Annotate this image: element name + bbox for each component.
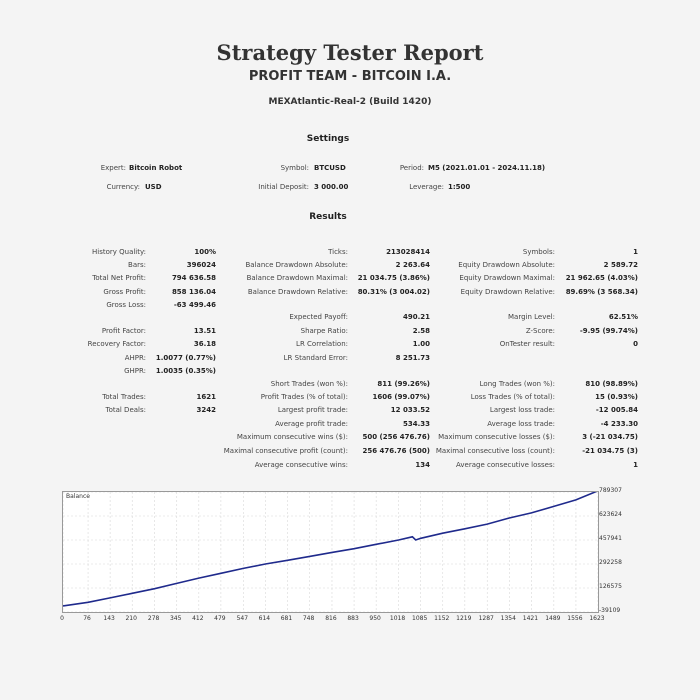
results-row: [0, 380, 700, 394]
x-tick-label: 1219: [456, 615, 472, 622]
x-tick-label: 479: [214, 615, 226, 622]
deposit-value: 3 000.00: [314, 183, 349, 191]
x-tick-label: 1489: [545, 615, 561, 622]
result-label-left: AHPR:: [124, 354, 146, 362]
result-label-mid: Largest profit trade:: [277, 406, 348, 414]
result-value-right: -21 034.75 (3): [582, 447, 638, 455]
results-row: [0, 461, 700, 475]
result-value-left: 1621: [196, 393, 216, 401]
x-tick-label: 1421: [522, 615, 539, 622]
result-value-right: 2 589.72: [603, 261, 638, 269]
expert-label: Expert:: [100, 164, 126, 172]
result-value-left: 3242: [196, 406, 216, 414]
results-row: [0, 393, 700, 407]
y-tick-label: -39109: [599, 607, 621, 614]
result-value-mid: 1606 (99.07%): [372, 393, 430, 401]
result-label-mid: Balance Drawdown Maximal:: [246, 274, 348, 282]
result-value-mid: 21 034.75 (3.86%): [357, 274, 430, 282]
result-value-left: 13.51: [193, 327, 216, 335]
result-value-right: 21 962.65 (4.03%): [565, 274, 638, 282]
result-label-right: Maximal consecutive loss (count):: [435, 447, 555, 455]
result-value-right: 810 (98.89%): [585, 380, 638, 388]
result-label-left: Total Deals:: [105, 406, 146, 414]
result-label-right: Maximum consecutive losses ($):: [438, 433, 555, 441]
chart-title: Balance: [66, 493, 90, 500]
period-value: M5 (2021.01.01 - 2024.11.18): [428, 164, 546, 172]
result-label-right: Average loss trade:: [487, 420, 555, 428]
results-row: [0, 261, 700, 275]
deposit-label: Initial Deposit:: [258, 183, 309, 191]
y-tick-label: 789307: [599, 487, 622, 494]
result-value-left: 794 636.58: [171, 274, 216, 282]
result-label-left: Bars:: [128, 261, 146, 269]
settings-heading: Settings: [306, 134, 350, 144]
result-value-left: 858 136.04: [171, 288, 216, 296]
result-label-right: Equity Drawdown Relative:: [460, 288, 555, 296]
result-value-mid: 8 251.73: [395, 354, 430, 362]
leverage-value: 1:500: [448, 183, 471, 191]
result-label-left: Gross Profit:: [103, 288, 146, 296]
results-row: [0, 406, 700, 420]
result-value-right: -4 233.30: [600, 420, 638, 428]
result-value-right: -12 005.84: [595, 406, 638, 414]
x-tick-label: 412: [192, 615, 204, 622]
currency-value: USD: [145, 183, 162, 191]
result-label-right: Equity Drawdown Absolute:: [458, 261, 555, 269]
result-label-right: Symbols:: [522, 248, 555, 256]
x-tick-label: 76: [83, 615, 91, 622]
result-value-right: 89.69% (3 568.34): [565, 288, 638, 296]
x-tick-label: 143: [103, 615, 115, 622]
result-value-right: 15 (0.93%): [595, 393, 638, 401]
result-label-mid: Ticks:: [328, 248, 348, 256]
result-value-mid: 213028414: [386, 248, 430, 256]
y-tick-label: 126575: [599, 583, 622, 590]
result-label-mid: Balance Drawdown Relative:: [247, 288, 348, 296]
results-row: [0, 274, 700, 288]
result-label-left: Recovery Factor:: [87, 340, 146, 348]
report-title: Strategy Tester Report: [216, 40, 484, 65]
result-value-left: 100%: [194, 248, 216, 256]
result-value-mid: 256 476.76 (500): [362, 447, 430, 455]
result-label-mid: Maximal consecutive profit (count):: [223, 447, 348, 455]
result-label-mid: Profit Trades (% of total):: [260, 393, 348, 401]
x-tick-label: 1354: [500, 615, 516, 622]
x-tick-label: 345: [169, 615, 182, 622]
x-tick-label: 0: [60, 615, 64, 622]
balance-chart-svg: [63, 492, 598, 612]
result-value-right: -9.95 (99.74%): [579, 327, 638, 335]
result-value-mid: 811 (99.26%): [377, 380, 430, 388]
result-label-mid: Short Trades (won %):: [270, 380, 348, 388]
x-tick-label: 681: [280, 615, 293, 622]
x-tick-label: 1152: [434, 615, 450, 622]
result-value-mid: 80.31% (3 004.02): [357, 288, 430, 296]
results-row: [0, 447, 700, 461]
results-row: [0, 248, 700, 262]
server-build: MEXAtlantic-Real-2 (Build 1420): [268, 97, 432, 107]
x-tick-label: 950: [369, 615, 381, 622]
result-value-left: 1.0077 (0.77%): [155, 354, 216, 362]
results-heading: Results: [309, 212, 347, 222]
balance-chart: [62, 491, 599, 613]
symbol-label: Symbol:: [280, 164, 309, 172]
x-tick-label: 278: [147, 615, 160, 622]
results-row: [0, 367, 700, 381]
result-value-mid: 1.00: [412, 340, 430, 348]
result-label-left: Gross Loss:: [106, 301, 146, 309]
result-label-mid: Sharpe Ratio:: [300, 327, 348, 335]
result-value-left: -63 499.46: [173, 301, 216, 309]
settings-row-2: [0, 183, 700, 197]
result-label-left: Total Net Profit:: [92, 274, 146, 282]
y-tick-label: 292258: [599, 559, 622, 566]
result-value-right: 62.51%: [608, 313, 638, 321]
results-row: [0, 288, 700, 302]
result-label-right: Margin Level:: [508, 313, 555, 321]
x-tick-label: 1018: [389, 615, 406, 622]
result-value-right: 3 (-21 034.75): [582, 433, 638, 441]
result-value-right: 1: [633, 248, 638, 256]
result-value-mid: 134: [415, 461, 430, 469]
y-tick-label: 457941: [599, 535, 622, 542]
results-row: [0, 354, 700, 368]
results-row: [0, 313, 700, 327]
result-value-left: 36.18: [193, 340, 216, 348]
result-label-right: Z-Score:: [525, 327, 555, 335]
result-value-left: 396024: [186, 261, 216, 269]
result-value-mid: 2.58: [412, 327, 430, 335]
result-value-mid: 2 263.64: [395, 261, 430, 269]
results-row: [0, 340, 700, 354]
x-tick-label: 883: [347, 615, 359, 622]
result-label-left: GHPR:: [124, 367, 146, 375]
x-tick-label: 547: [236, 615, 249, 622]
symbol-value: BTCUSD: [314, 164, 346, 172]
x-tick-label: 1556: [567, 615, 583, 622]
result-label-mid: LR Standard Error:: [283, 354, 348, 362]
result-label-left: Total Trades:: [102, 393, 146, 401]
x-tick-label: 816: [325, 615, 337, 622]
y-tick-label: 623624: [599, 511, 622, 518]
result-label-mid: Maximum consecutive wins ($):: [236, 433, 348, 441]
leverage-label: Leverage:: [409, 183, 444, 191]
result-label-mid: Expected Payoff:: [289, 313, 348, 321]
result-label-right: Loss Trades (% of total):: [470, 393, 555, 401]
settings-row-1: [0, 164, 700, 178]
result-value-mid: 490.21: [402, 313, 430, 321]
result-value-mid: 500 (256 476.76): [362, 433, 430, 441]
result-label-mid: Balance Drawdown Absolute:: [245, 261, 348, 269]
report-subtitle: PROFIT TEAM - BITCOIN I.A.: [248, 69, 452, 84]
result-label-left: Profit Factor:: [101, 327, 146, 335]
balance-line: [63, 492, 598, 606]
x-tick-label: 1623: [589, 615, 605, 622]
result-value-mid: 12 033.52: [390, 406, 430, 414]
result-label-mid: Average consecutive wins:: [254, 461, 348, 469]
result-label-right: Largest loss trade:: [489, 406, 555, 414]
result-label-mid: LR Correlation:: [296, 340, 348, 348]
results-row: [0, 327, 700, 341]
x-tick-label: 1085: [412, 615, 428, 622]
x-tick-label: 614: [258, 615, 271, 622]
expert-value: Bitcoin Robot: [129, 164, 183, 172]
result-label-right: Average consecutive losses:: [456, 461, 555, 469]
result-value-left: 1.0035 (0.35%): [155, 367, 216, 375]
result-value-right: 0: [633, 340, 638, 348]
result-value-mid: 534.33: [402, 420, 430, 428]
results-row: [0, 420, 700, 434]
result-value-right: 1: [633, 461, 638, 469]
result-label-right: OnTester result:: [499, 340, 555, 348]
x-tick-label: 210: [125, 615, 137, 622]
period-label: Period:: [399, 164, 424, 172]
result-label-mid: Average profit trade:: [275, 420, 348, 428]
currency-label: Currency:: [106, 183, 140, 191]
result-label-left: History Quality:: [92, 248, 146, 256]
x-tick-label: 748: [302, 615, 315, 622]
x-tick-label: 1287: [478, 615, 494, 622]
result-label-right: Equity Drawdown Maximal:: [459, 274, 555, 282]
result-label-right: Long Trades (won %):: [479, 380, 555, 388]
results-row: [0, 433, 700, 447]
